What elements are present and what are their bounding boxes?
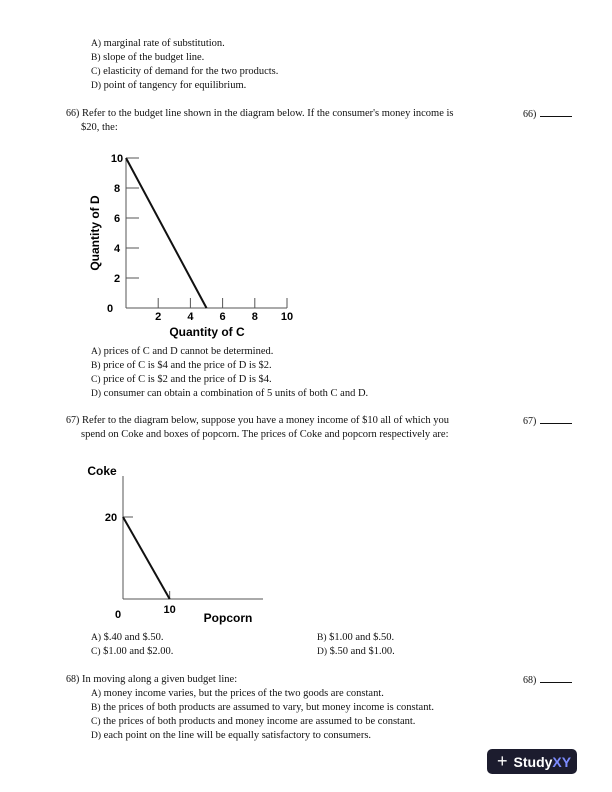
q67-chart-axes [123, 476, 263, 599]
y-tick-label: 10 [110, 153, 124, 165]
q67-option-d: D) $.50 and $1.00. [317, 646, 395, 657]
q67-chart-x-ticks [164, 591, 176, 616]
q68-option-d: D) each point on the line will be equally satisfactory to consumers. [91, 730, 372, 741]
q65-option-c: C) elasticity of demand for the two products. [91, 66, 279, 77]
q66-chart-ylabel: Quantity of D [88, 195, 102, 271]
budget-line [123, 517, 170, 599]
x-tick-label: 10 [280, 311, 294, 323]
q67-answer-blank[interactable]: 67) [523, 414, 572, 427]
q68-option-c: C) the prices of both products and money income are assumed to be constant. [91, 716, 416, 727]
q66-chart-x-ticks [155, 298, 293, 323]
q65-option-d: D) point of tangency for equilibrium. [91, 80, 247, 91]
q66-chart-origin: 0 [106, 303, 114, 315]
q67-chart-budget-line [123, 517, 170, 599]
y-tick-label: 6 [113, 213, 121, 225]
q66-chart-xlabel: Quantity of C [169, 325, 245, 339]
q66-option-a: A) prices of C and D cannot be determined. [91, 346, 274, 357]
x-tick-label: 2 [155, 311, 162, 323]
q66-question: 66) Refer to the budget line shown in the diagram below. If the consumer's money income is $20, the: [66, 108, 454, 133]
q67-chart-y-ticks [105, 512, 133, 524]
q67-chart [80, 458, 270, 630]
q66-chart [85, 148, 305, 343]
q66-option-d: D) consumer can obtain a combination of 5 units of both C and D. [91, 388, 369, 399]
x-tick-label: 10 [163, 604, 176, 616]
y-tick-label: 8 [113, 183, 121, 195]
y-tick-label: 20 [104, 512, 118, 524]
q67-option-b: B) $1.00 and $.50. [317, 632, 395, 643]
y-tick-label: 4 [113, 243, 121, 255]
q68-question: 68) In moving along a given budget line: [66, 674, 238, 685]
q67-chart-ylabel: Coke [87, 464, 117, 478]
budget-line [126, 158, 207, 308]
x-tick-label: 6 [219, 311, 226, 323]
q67-option-a: A) $.40 and $.50. [91, 632, 164, 643]
studyxy-logo[interactable] [487, 749, 577, 774]
q68-option-b: B) the prices of both products are assumed to vary, but money income is constant. [91, 702, 434, 713]
y-tick-label: 2 [113, 273, 121, 285]
q67-option-c: C) $1.00 and $2.00. [91, 646, 174, 657]
plus-icon: + [497, 751, 508, 771]
q67-chart-origin: 0 [114, 609, 122, 621]
q66-chart-budget-line [126, 158, 207, 308]
brand-name: StudyXY [513, 753, 572, 770]
x-tick-label: 8 [251, 311, 258, 323]
q66-chart-axes [126, 158, 287, 308]
q66-option-c: C) price of C is $2 and the price of D is $4. [91, 374, 272, 385]
q65-option-b: B) slope of the budget line. [91, 52, 205, 63]
q67-question: 67) Refer to the diagram below, suppose you have a money income of $10 all of which you spend on Coke and boxes of popcorn. The prices of Coke and popcorn respectively are: [66, 415, 449, 440]
q68-option-a: A) money income varies, but the prices of the two goods are constant. [91, 688, 384, 699]
q66-option-b: B) price of C is $4 and the price of D is $2. [91, 360, 272, 371]
q65-option-a: A) marginal rate of substitution. [91, 38, 225, 49]
q68-answer-blank[interactable]: 68) [523, 673, 572, 686]
q66-answer-blank[interactable]: 66) [523, 107, 572, 120]
x-tick-label: 4 [187, 311, 194, 323]
q67-chart-xlabel: Popcorn [203, 611, 253, 625]
